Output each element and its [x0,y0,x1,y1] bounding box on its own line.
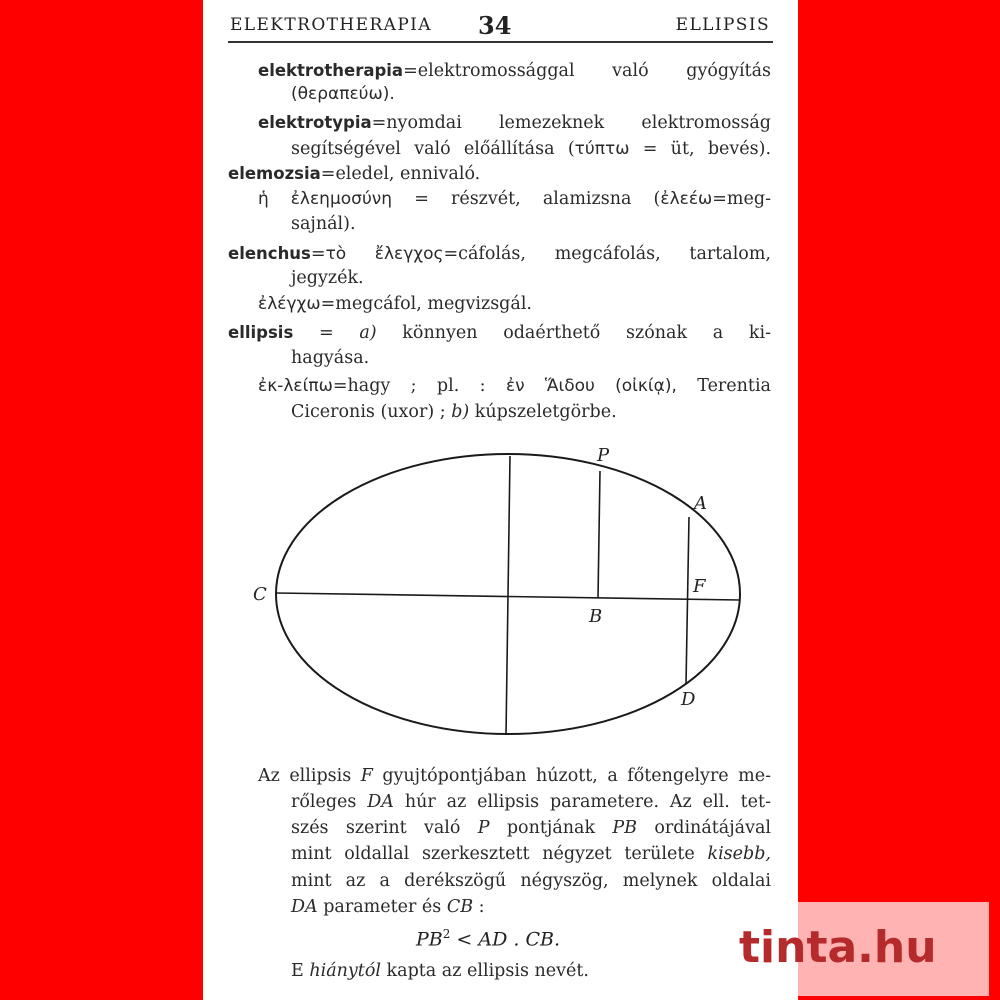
entry-elenchus-line1: elenchus=τὸ ἔλεγχος=cáfolás, megcáfolás, tartalom, [228,244,771,264]
dictionary-page [203,0,798,1000]
para-line3: szés szerint való P pontjának PB ordinátájával [291,818,771,838]
ordinate-pb [598,471,600,598]
running-head-left: ELEKTROTHERAPIA [230,15,432,35]
entry-elemozsia-line1: elemozsia=eledel, ennivaló. [228,164,481,184]
header-rule [228,41,773,43]
entry-ellipsis-line2: hagyása. [291,348,370,368]
entry-elemozsia-line2: ἡ ἐλεημοσύνη = részvét, alamizsna (ἐλεέω=meg- [258,189,771,209]
chord-da [686,517,689,684]
page-number: 34 [478,11,512,40]
label-f: F [693,576,706,597]
para-line5: mint az a derékszögű négyszög, melynek oldalai [291,871,771,891]
entry-elektrotypia-line2: segítségével való előállítása (τύπτω = üt, bevés). [291,139,772,159]
running-head-right: ELLIPSIS [675,15,770,35]
ellipse-figure [203,440,798,770]
watermark-logo: tinta.hu [739,922,937,973]
entry-elenchus-line2: jegyzék. [291,268,364,288]
entry-elektrotherapia-line1: elektrotherapia=elektromossággal való gyógyítás [258,61,771,81]
minor-axis [506,456,510,735]
para-line7: E hiánytól kapta az ellipsis nevét. [291,961,589,981]
ellipse-diagram [203,440,798,770]
label-p: P [597,445,610,466]
formula: $PB^2$ < AD . CB. [416,927,561,951]
entry-elektrotypia-line1: elektrotypia=nyomdai lemezeknek elektromosság [258,113,771,133]
label-a: A [694,493,707,514]
para-line4: mint oldallal szerkesztett négyzet területe kisebb, [291,844,771,864]
entry-ellipsis-line1: ellipsis = a) könnyen odaérthető szónak a ki- [228,323,771,343]
entry-elektrotherapia-line2: (θεραπεύω). [291,84,395,104]
para-line6: DA parameter és CB : [291,897,485,917]
para-line1: Az ellipsis F gyujtópontjában húzott, a főtengelyre me- [258,766,771,786]
entry-elemozsia-line3: sajnál). [291,214,356,234]
entry-elenchus-line3: ἐλέγχω=megcáfol, megvizsgál. [258,294,532,314]
label-b: B [589,606,603,627]
label-d: D [681,689,696,710]
label-c: C [253,584,267,605]
para-line2: rőleges DA húr az ellipsis parametere. Az ell. tet- [291,792,771,812]
entry-ellipsis-line3: ἐκ-λείπω=hagy ; pl. : ἐν Ἅιδου (οἰκίᾳ), Terentia [258,376,771,396]
entry-ellipsis-line4: Ciceronis (uxor) ; b) kúpszeletgörbe. [291,402,617,422]
